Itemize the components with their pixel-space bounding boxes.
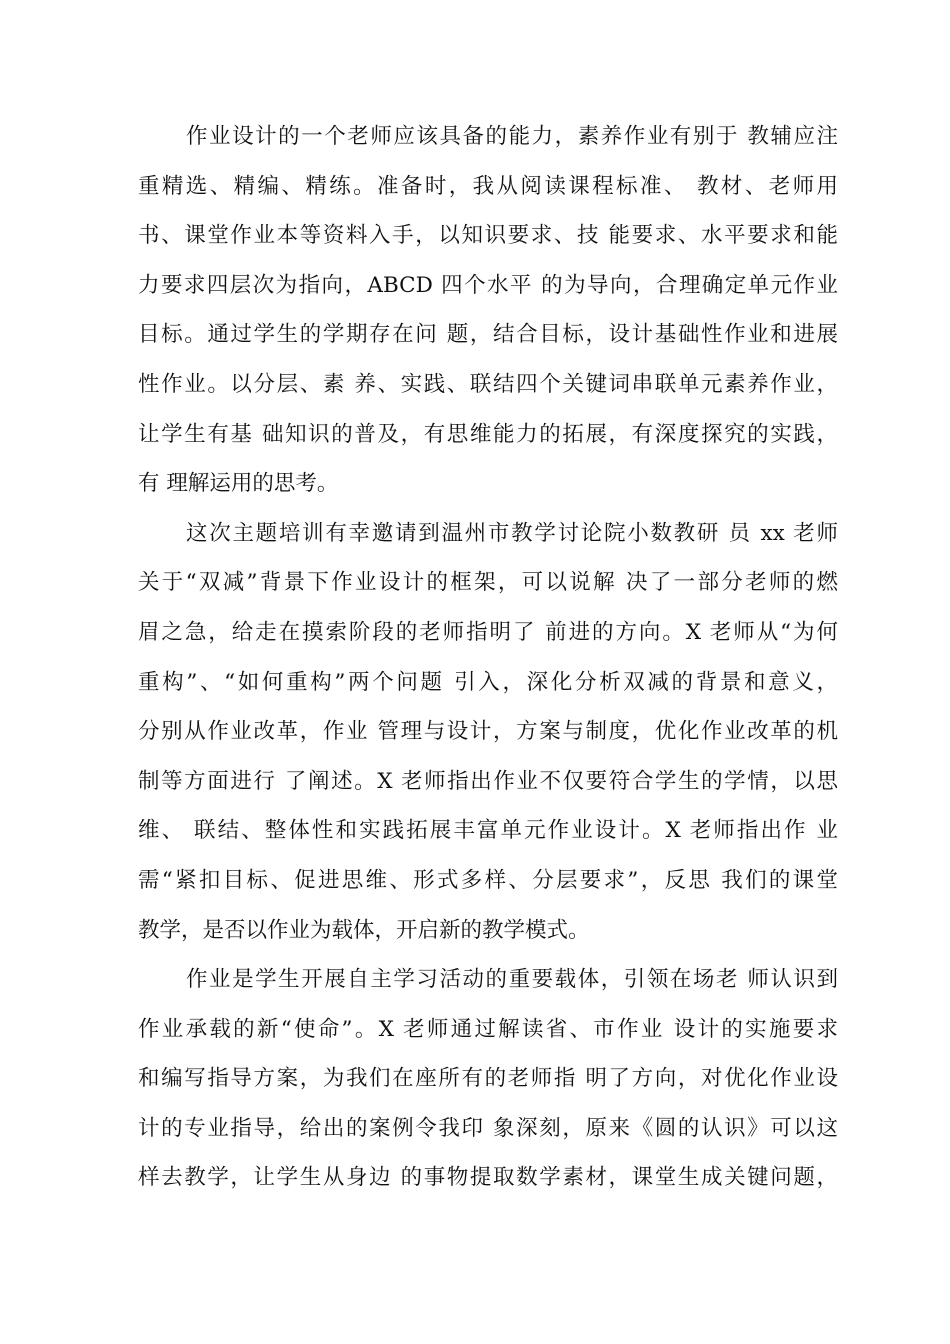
text-line: 让学生有基 础知识的普及，有思维能力的拓展，有深度探究的实践， [138, 421, 838, 447]
text-line: 维、 联结、整体性和实践拓展丰富单元作业设计。X 老师指出作 业 [138, 818, 838, 844]
text-line: 作业设计的一个老师应该具备的能力，素养作业有别于 教辅应注 [186, 124, 838, 149]
text-line: 性作业。以分层、素 养、实践、联结四个关键词串联单元素养作业， [138, 371, 838, 397]
text-line: 和编写指导方案，为我们在座所有的老师指 明了方向，对优化作业设 [138, 1066, 838, 1092]
text-line: 力要求四层次为指向，ABCD 四个水平 的为导向，合理确定单元作业 [138, 272, 838, 298]
text-line: 作业承载的新“使命”。X 老师通过解读省、市作业 设计的实施要求 [138, 1016, 838, 1042]
text-line: 计的专业指导，给出的案例令我印 象深刻，原来《圆的认识》可以这 [138, 1115, 838, 1141]
document-body [138, 112, 838, 1203]
paragraph-1 [138, 112, 838, 509]
text-line: 制等方面进行 了阐述。X 老师指出作业不仅要符合学生的学情，以思 [138, 768, 838, 794]
text-line: 目标。通过学生的学期存在问 题，结合目标，设计基础性作业和进展 [138, 322, 838, 348]
paragraph-3 [138, 955, 838, 1203]
paragraph-2 [138, 509, 838, 955]
text-line: 样去教学，让学生从身边 的事物提取数学素材，课堂生成关键问题， [138, 1165, 838, 1191]
text-line: 有 理解运用的思考。 [138, 471, 339, 497]
text-line: 分别从作业改革，作业 管理与设计，方案与制度，优化作业改革的机 [138, 719, 838, 745]
text-line: 这次主题培训有幸邀请到温州市教学讨论院小数教研 员 xx 老师 [186, 520, 838, 546]
text-line: 眉之急，给走在摸索阶段的老师指明了 前进的方向。X 老师从“为何 [138, 619, 838, 645]
text-line: 重构”、“如何重构”两个问题 引入，深化分析双减的背景和意义， [138, 669, 838, 695]
text-line: 书、课堂作业本等资料入手，以知识要求、技 能要求、水平要求和能 [138, 223, 838, 249]
text-line: 教学，是否以作业为载体，开启新的教学模式。 [138, 917, 590, 943]
text-line: 需“紧扣目标、促进思维、形式多样、分层要求”，反思 我们的课堂 [138, 867, 838, 893]
text-line: 作业是学生开展自主学习活动的重要载体，引领在场老 师认识到 [186, 967, 838, 993]
text-line: 重精选、精编、精练。准备时，我从阅读课程标准、 教材、老师用 [138, 173, 838, 199]
text-line: 关于“双减”背景下作业设计的框架，可以说解 决了一部分老师的燃 [138, 570, 838, 596]
